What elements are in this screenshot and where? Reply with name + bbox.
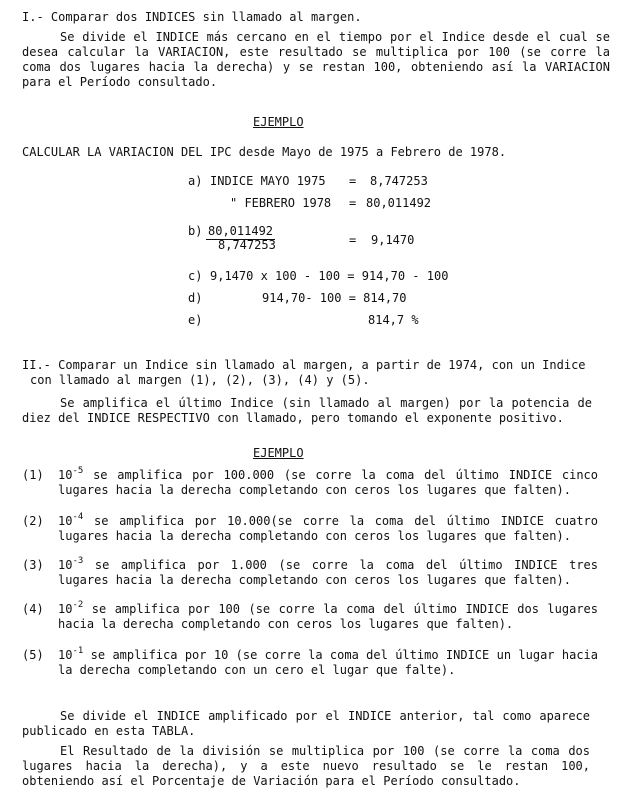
example-item-text	[58, 468, 598, 498]
row-b-value: 9,1470	[371, 233, 415, 247]
row-b-label: b)	[188, 224, 203, 238]
row-a2-value: 80,011492	[366, 196, 432, 210]
section1-paragraph	[22, 30, 610, 90]
power-base: 10	[58, 602, 73, 616]
power-exponent: -4	[72, 512, 84, 522]
row-d-label: d)	[188, 291, 203, 305]
calc-title: CALCULAR LA VARIACION DEL IPC desde Mayo de 1975 a Febrero de 1978.	[22, 145, 507, 159]
power-base: 10	[58, 648, 73, 662]
section2-title-line2: con llamado al margen (1), (2), (3), (4) y (5).	[30, 373, 370, 387]
closing-paragraph-1-text: Se divide el INDICE amplificado por el INDICE anterior, tal como aparece publicado en esta TABLA.	[22, 709, 590, 738]
row-c-text: 9,1470 x 100 - 100 = 914,70 - 100	[210, 269, 449, 283]
row-d-text: 914,70- 100 = 814,70	[262, 291, 407, 305]
section1-title: I.- Comparar dos INDICES sin llamado al margen.	[22, 10, 362, 24]
example-item-body: se amplifica por 100 (se corre la coma del último INDICE dos lugares hacia la derecha completando con ceros los lugares que falten).	[58, 602, 598, 631]
row-e-text: 814,7 %	[368, 313, 419, 327]
power-exponent: -2	[72, 600, 84, 610]
row-a-text: INDICE MAYO 1975	[210, 174, 326, 188]
fraction-numerator: 80,011492	[208, 224, 274, 238]
row-a2-text: " FEBRERO 1978	[230, 196, 332, 210]
closing-paragraph-2-text: El Resultado de la división se multiplica por 100 (se corre la coma dos lugares hacia la derecha), y a este nuevo resultado se le restan 100, obteniendo así el Porcentaje de Variación para el Período consultado.	[22, 744, 590, 788]
example-item-body: se amplifica por 10 (se corre la coma del último INDICE un lugar hacia la derecha completando con un cero el lugar que falte).	[58, 648, 598, 677]
power-exponent: -1	[72, 646, 84, 656]
example-item-text	[58, 602, 598, 632]
fraction-denominator: 8,747253	[218, 238, 276, 252]
example-item-text	[58, 558, 598, 588]
power-exponent: -5	[72, 466, 84, 476]
example-item-body: se amplifica por 100.000 (se corre la coma del último INDICE cinco lugares hacia la derecha completando con ceros los lugares que falten).	[58, 468, 598, 497]
section2-title-line1: II.- Comparar un Indice sin llamado al margen, a partir de 1974, con un Indice	[22, 358, 586, 372]
power-base: 10	[58, 558, 73, 572]
section1-paragraph-text: Se divide el INDICE más cercano en el tiempo por el Indice desde el cual se desea calcular la VARIACION, este resultado se multiplica por 100 (se corre la coma dos lugares hacia la derecha) y se restan 100, obteniendo así la VARIACION para el Período consultado.	[22, 30, 610, 89]
row-e-label: e)	[188, 313, 203, 327]
example-item-number: (2)	[22, 514, 44, 528]
row-c-label: c)	[188, 269, 203, 283]
row-b-equals: =	[349, 233, 357, 247]
row-a2-equals: =	[349, 196, 357, 210]
example-item-text	[58, 648, 598, 678]
example-item-body: se amplifica por 10.000(se corre la coma del último INDICE cuatro lugares hacia la derecha completando con ceros los lugares que falten).	[58, 514, 598, 543]
example-item-number: (4)	[22, 602, 44, 616]
example-heading-1: EJEMPLO	[253, 115, 304, 129]
example-heading-2: EJEMPLO	[253, 446, 304, 460]
example-item-text	[58, 514, 598, 544]
example-item-number: (1)	[22, 468, 44, 482]
closing-paragraph-1	[22, 709, 590, 739]
power-exponent: -3	[72, 556, 84, 566]
power-base: 10	[58, 514, 73, 528]
row-a-equals: =	[349, 174, 357, 188]
row-a-value: 8,747253	[370, 174, 428, 188]
section2-paragraph	[22, 396, 592, 426]
example-item-number: (5)	[22, 648, 44, 662]
section2-paragraph-text: Se amplifica el último Indice (sin llamado al margen) por la potencia de diez del INDICE RESPECTIVO con llamado, pero tomando el exponente positivo.	[22, 396, 592, 425]
power-base: 10	[58, 468, 73, 482]
row-a-label: a)	[188, 174, 203, 188]
example-item-body: se amplifica por 1.000 (se corre la coma del último INDICE tres lugares hacia la derecha completando con ceros los lugares que falten).	[58, 558, 598, 587]
closing-paragraph-2	[22, 744, 590, 789]
example-item-number: (3)	[22, 558, 44, 572]
